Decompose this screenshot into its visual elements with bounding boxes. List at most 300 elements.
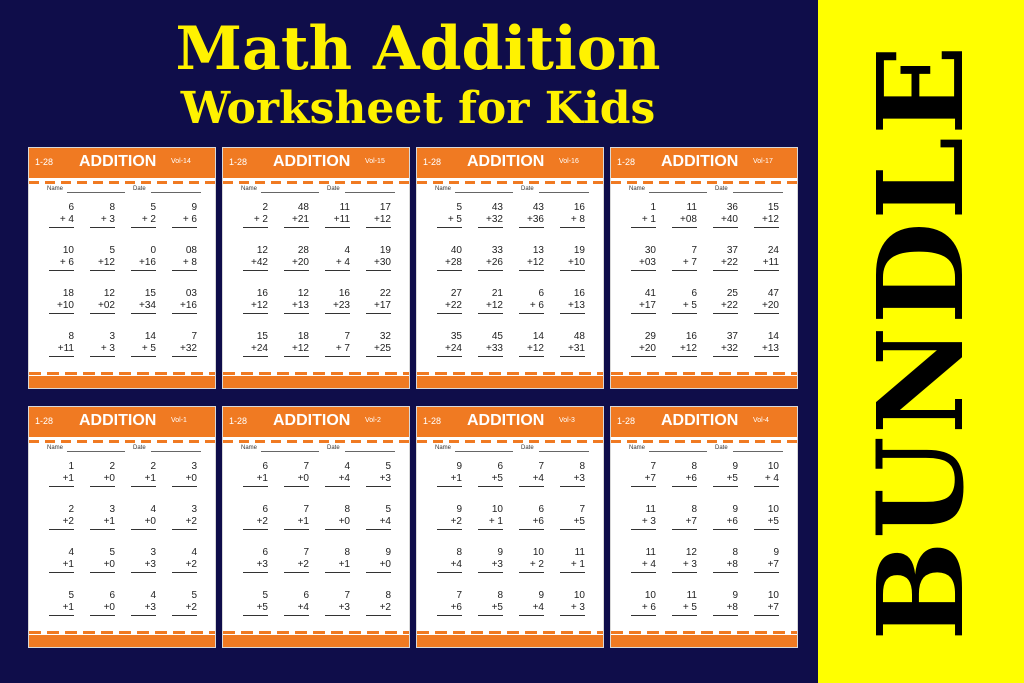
addition-problem (276, 243, 317, 286)
answer-line (90, 356, 115, 357)
addend-bottom: + 4 (641, 559, 656, 570)
answer-line (90, 529, 115, 530)
addition-problem (82, 459, 123, 502)
answer-line (478, 313, 503, 314)
answer-line (754, 356, 779, 357)
addition-problem (82, 545, 123, 588)
answer-line (631, 270, 656, 271)
answer-line (754, 529, 779, 530)
worksheet-volume: Vol-1 (171, 417, 187, 424)
addition-problem (552, 545, 593, 588)
addend-bottom: +7 (644, 473, 656, 484)
date-line (345, 192, 395, 193)
addition-problem (358, 200, 399, 243)
worksheet-range: 1-28 (423, 416, 442, 426)
addition-problem (511, 286, 552, 329)
answer-line (713, 572, 738, 573)
addend-bottom: +32 (486, 214, 503, 225)
addition-problem (276, 545, 317, 588)
addend-top: 10 (767, 504, 779, 515)
worksheet-title: ADDITION (661, 153, 739, 170)
addend-top: 6 (691, 288, 697, 299)
addend-bottom: +11 (762, 257, 779, 268)
addend-top: 7 (344, 331, 350, 342)
answer-line (325, 227, 350, 228)
addition-problem (623, 286, 664, 329)
addition-problem (664, 459, 705, 502)
addend-bottom: +3 (491, 559, 503, 570)
name-line (455, 451, 513, 452)
worksheet-card (416, 147, 604, 389)
addend-bottom: +13 (292, 300, 309, 311)
addend-bottom: +2 (256, 516, 268, 527)
addend-top: 2 (68, 504, 74, 515)
worksheet-volume: Vol-16 (559, 158, 579, 165)
addend-top: 7 (303, 504, 309, 515)
answer-line (713, 313, 738, 314)
date-label: Date (327, 445, 340, 451)
answer-line (478, 356, 503, 357)
answer-line (131, 486, 156, 487)
addend-bottom: + 1 (641, 214, 656, 225)
answer-line (560, 313, 585, 314)
bundle-label: BUNDLE (851, 43, 990, 641)
addend-bottom: + 8 (570, 214, 585, 225)
addend-top: 8 (691, 504, 697, 515)
answer-line (243, 356, 268, 357)
addend-bottom: +17 (639, 300, 656, 311)
answer-line (49, 313, 74, 314)
answer-line (90, 270, 115, 271)
problem-grid (623, 459, 787, 631)
addend-bottom: +24 (251, 343, 268, 354)
answer-line (437, 227, 462, 228)
answer-line (90, 615, 115, 616)
date-label: Date (521, 186, 534, 192)
addend-bottom: +25 (374, 343, 391, 354)
addend-top: 7 (456, 590, 462, 601)
addend-top: 08 (185, 245, 197, 256)
addition-problem (705, 545, 746, 588)
addend-bottom: +0 (144, 516, 156, 527)
addend-bottom: +8 (726, 559, 738, 570)
worksheet-name-date (435, 445, 595, 455)
addend-bottom: +1 (144, 473, 156, 484)
worksheet-volume: Vol-15 (365, 158, 385, 165)
worksheet-volume: Vol-4 (753, 417, 769, 424)
addition-problem (470, 200, 511, 243)
worksheet-title: ADDITION (273, 153, 351, 170)
answer-line (49, 572, 74, 573)
addend-bottom: + 3 (641, 516, 656, 527)
addition-problem (623, 243, 664, 286)
addend-bottom: +12 (98, 257, 115, 268)
addend-bottom: + 2 (253, 214, 268, 225)
addition-problem (552, 588, 593, 631)
addend-top: 48 (297, 202, 309, 213)
addition-problem (82, 502, 123, 545)
addend-top: 15 (256, 331, 268, 342)
addition-problem (82, 588, 123, 631)
problem-grid (41, 459, 205, 631)
addition-problem (552, 502, 593, 545)
answer-line (754, 486, 779, 487)
worksheet-header (29, 407, 215, 440)
answer-line (672, 356, 697, 357)
addend-top: 13 (532, 245, 544, 256)
answer-line (437, 529, 462, 530)
answer-line (631, 486, 656, 487)
answer-line (519, 529, 544, 530)
addition-problem (164, 286, 205, 329)
answer-line (172, 227, 197, 228)
addend-top: 9 (773, 547, 779, 558)
answer-line (49, 529, 74, 530)
addition-problem (235, 200, 276, 243)
problem-grid (623, 200, 787, 372)
addition-problem (317, 329, 358, 372)
addition-problem (705, 588, 746, 631)
date-line (151, 451, 201, 452)
answer-line (560, 529, 585, 530)
worksheet-card (28, 147, 216, 389)
answer-line (672, 313, 697, 314)
addend-bottom: + 5 (682, 300, 697, 311)
answer-line (631, 615, 656, 616)
addend-bottom: +12 (680, 343, 697, 354)
addend-bottom: +20 (762, 300, 779, 311)
addition-problem (511, 502, 552, 545)
problem-grid (41, 200, 205, 372)
addend-top: 9 (497, 547, 503, 558)
addition-problem (317, 588, 358, 631)
answer-line (284, 572, 309, 573)
addend-bottom: +20 (639, 343, 656, 354)
worksheet-card (222, 406, 410, 648)
addend-bottom: +02 (98, 300, 115, 311)
addition-problem (358, 545, 399, 588)
worksheet-header (611, 407, 797, 440)
answer-line (754, 572, 779, 573)
answer-line (284, 529, 309, 530)
addend-top: 43 (532, 202, 544, 213)
worksheet-card (610, 406, 798, 648)
addition-problem (470, 286, 511, 329)
addition-problem (358, 459, 399, 502)
addend-bottom: +13 (762, 343, 779, 354)
answer-line (284, 356, 309, 357)
addend-bottom: + 1 (488, 516, 503, 527)
addend-bottom: +12 (251, 300, 268, 311)
answer-line (366, 529, 391, 530)
addend-bottom: + 7 (335, 343, 350, 354)
addition-problem (82, 243, 123, 286)
addend-bottom: +0 (103, 602, 115, 613)
addend-top: 11 (686, 590, 697, 601)
addend-bottom: + 3 (682, 559, 697, 570)
addend-bottom: +4 (338, 473, 350, 484)
addend-bottom: +1 (297, 516, 309, 527)
worksheet-footer (223, 376, 409, 388)
addend-top: 8 (497, 590, 503, 601)
addition-problem (470, 459, 511, 502)
addition-problem (623, 502, 664, 545)
problem-grid (429, 200, 593, 372)
addend-bottom: +4 (379, 516, 391, 527)
addition-problem (511, 545, 552, 588)
addition-problem (623, 545, 664, 588)
addend-bottom: +0 (297, 473, 309, 484)
addend-bottom: +5 (726, 473, 738, 484)
addend-top: 37 (726, 245, 738, 256)
answer-line (366, 227, 391, 228)
addend-bottom: +3 (338, 602, 350, 613)
addend-top: 1 (68, 461, 74, 472)
answer-line (519, 227, 544, 228)
addend-top: 16 (685, 331, 697, 342)
name-label: Name (241, 445, 258, 451)
addend-top: 17 (379, 202, 391, 213)
addition-problem (511, 200, 552, 243)
addend-bottom: +1 (256, 473, 268, 484)
addend-bottom: +3 (256, 559, 268, 570)
answer-line (437, 615, 462, 616)
answer-line (672, 572, 697, 573)
addend-top: 10 (62, 245, 74, 256)
addition-problem (235, 545, 276, 588)
addend-top: 6 (303, 590, 309, 601)
worksheet-range: 1-28 (35, 157, 54, 167)
addend-top: 1 (650, 202, 656, 213)
addend-top: 5 (456, 202, 462, 213)
addend-top: 15 (144, 288, 156, 299)
answer-line (243, 572, 268, 573)
addend-top: 6 (538, 504, 544, 515)
answer-line (366, 486, 391, 487)
addend-top: 14 (532, 331, 544, 342)
name-line (67, 451, 125, 452)
addition-problem (664, 243, 705, 286)
addition-problem (623, 200, 664, 243)
addend-bottom: +1 (338, 559, 350, 570)
answer-line (366, 572, 391, 573)
addend-top: 7 (303, 461, 309, 472)
worksheet-volume: Vol-2 (365, 417, 381, 424)
addition-problem (276, 588, 317, 631)
addition-problem (41, 545, 82, 588)
addend-top: 28 (297, 245, 309, 256)
addend-bottom: +11 (57, 343, 74, 354)
answer-line (519, 615, 544, 616)
answer-line (437, 486, 462, 487)
addition-problem (82, 329, 123, 372)
addition-problem (429, 243, 470, 286)
addend-top: 12 (297, 288, 309, 299)
addend-bottom: +5 (491, 473, 503, 484)
addend-top: 16 (338, 288, 350, 299)
addend-top: 5 (385, 461, 391, 472)
addend-top: 9 (385, 547, 391, 558)
addend-bottom: + 4 (335, 257, 350, 268)
addend-bottom: +1 (450, 473, 462, 484)
addition-problem (41, 329, 82, 372)
worksheet-title: ADDITION (79, 412, 157, 429)
answer-line (754, 615, 779, 616)
addend-bottom: + 6 (529, 300, 544, 311)
answer-line (172, 356, 197, 357)
answer-line (519, 356, 544, 357)
worksheet-footer (29, 635, 215, 647)
worksheet-header (611, 148, 797, 181)
addend-bottom: +32 (180, 343, 197, 354)
answer-line (325, 270, 350, 271)
addend-top: 3 (109, 331, 115, 342)
addition-problem (470, 502, 511, 545)
worksheet-title: ADDITION (661, 412, 739, 429)
answer-line (519, 270, 544, 271)
addend-bottom: +0 (379, 559, 391, 570)
addend-top: 32 (379, 331, 391, 342)
worksheet-range: 1-28 (35, 416, 54, 426)
answer-line (519, 572, 544, 573)
addition-problem (746, 545, 787, 588)
addition-problem (705, 459, 746, 502)
addend-top: 40 (450, 245, 462, 256)
answer-line (325, 313, 350, 314)
addend-bottom: + 6 (641, 602, 656, 613)
addition-problem (429, 588, 470, 631)
addend-bottom: +11 (333, 214, 350, 225)
worksheet-name-date (435, 186, 595, 196)
addition-problem (511, 588, 552, 631)
worksheet-header (223, 407, 409, 440)
addend-top: 8 (68, 331, 74, 342)
addition-problem (746, 200, 787, 243)
answer-line (243, 227, 268, 228)
addend-bottom: +26 (486, 257, 503, 268)
addend-bottom: + 2 (529, 559, 544, 570)
answer-line (713, 529, 738, 530)
addend-top: 18 (62, 288, 74, 299)
answer-line (243, 313, 268, 314)
answer-line (631, 227, 656, 228)
bundle-banner (818, 0, 1024, 683)
addend-bottom: + 5 (447, 214, 462, 225)
addend-top: 25 (726, 288, 738, 299)
answer-line (366, 356, 391, 357)
addend-top: 8 (579, 461, 585, 472)
addend-top: 19 (379, 245, 391, 256)
addend-bottom: + 4 (764, 473, 779, 484)
addend-top: 27 (450, 288, 462, 299)
addend-top: 8 (385, 590, 391, 601)
answer-line (478, 486, 503, 487)
worksheet-title: ADDITION (467, 412, 545, 429)
addition-problem (470, 329, 511, 372)
answer-line (366, 615, 391, 616)
addend-bottom: +0 (103, 473, 115, 484)
addend-bottom: +2 (297, 559, 309, 570)
addition-problem (429, 545, 470, 588)
addend-bottom: +7 (685, 516, 697, 527)
addition-problem (235, 502, 276, 545)
addition-problem (41, 459, 82, 502)
answer-line (754, 313, 779, 314)
addend-bottom: +36 (527, 214, 544, 225)
addend-bottom: +16 (139, 257, 156, 268)
addend-top: 22 (379, 288, 391, 299)
addend-bottom: +17 (374, 300, 391, 311)
addend-bottom: +2 (185, 559, 197, 570)
answer-line (243, 270, 268, 271)
answer-line (437, 572, 462, 573)
answer-line (325, 572, 350, 573)
worksheet-range: 1-28 (617, 416, 636, 426)
addend-top: 48 (573, 331, 585, 342)
answer-line (713, 486, 738, 487)
addition-problem (664, 545, 705, 588)
addend-bottom: +6 (450, 602, 462, 613)
addend-top: 5 (68, 590, 74, 601)
answer-line (366, 270, 391, 271)
addend-bottom: +22 (721, 257, 738, 268)
addend-bottom: +42 (251, 257, 268, 268)
addend-bottom: +6 (532, 516, 544, 527)
addend-top: 16 (256, 288, 268, 299)
addend-top: 7 (579, 504, 585, 515)
addition-problem (511, 243, 552, 286)
addition-problem (664, 502, 705, 545)
addend-top: 3 (191, 461, 197, 472)
addition-problem (41, 502, 82, 545)
addend-bottom: +7 (767, 602, 779, 613)
addition-problem (123, 243, 164, 286)
addend-top: 18 (297, 331, 309, 342)
name-label: Name (629, 186, 646, 192)
worksheet-card (28, 406, 216, 648)
addition-problem (164, 502, 205, 545)
answer-line (631, 572, 656, 573)
addend-bottom: +2 (185, 602, 197, 613)
addend-top: 6 (262, 547, 268, 558)
addend-top: 7 (650, 461, 656, 472)
answer-line (243, 615, 268, 616)
answer-line (172, 313, 197, 314)
addend-top: 6 (262, 461, 268, 472)
addition-problem (164, 329, 205, 372)
addend-top: 35 (450, 331, 462, 342)
date-line (539, 451, 589, 452)
addition-problem (552, 286, 593, 329)
page-title: Math Addition (175, 14, 661, 84)
addition-problem (123, 286, 164, 329)
addition-problem (705, 286, 746, 329)
addition-problem (705, 200, 746, 243)
answer-line (284, 615, 309, 616)
worksheet-range: 1-28 (229, 416, 248, 426)
answer-line (519, 486, 544, 487)
addend-top: 16 (573, 288, 585, 299)
addition-problem (123, 459, 164, 502)
addition-problem (164, 200, 205, 243)
addend-bottom: +0 (103, 559, 115, 570)
addend-bottom: +1 (103, 516, 115, 527)
addend-top: 10 (491, 504, 503, 515)
worksheet-title: ADDITION (467, 153, 545, 170)
addition-problem (705, 502, 746, 545)
addend-bottom: + 3 (100, 214, 115, 225)
addition-problem (276, 200, 317, 243)
